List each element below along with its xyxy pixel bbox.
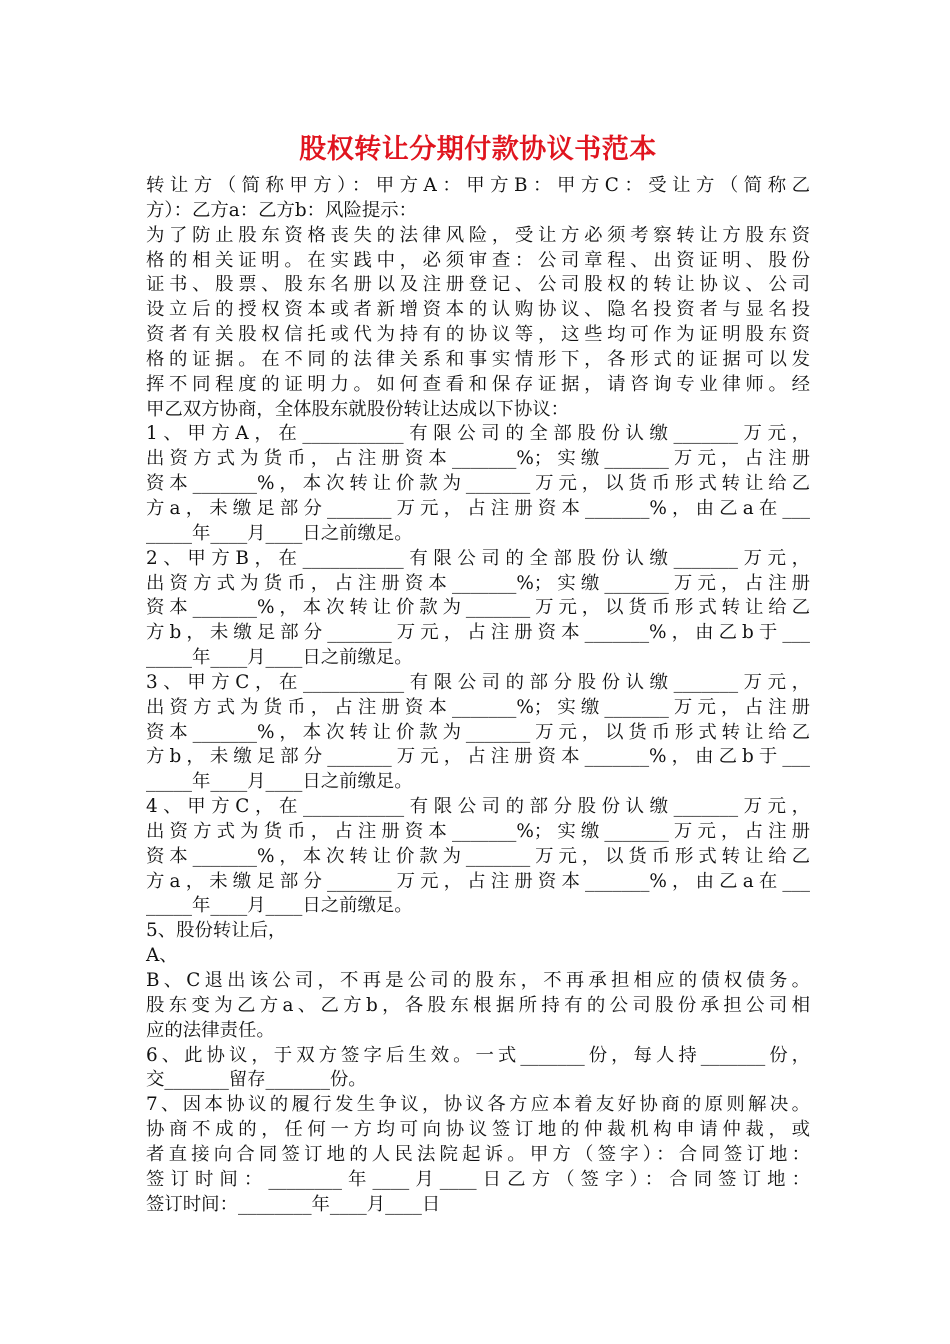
document-line: 4、甲方C，在___________有限公司的部分股份认缴_______万元， — [146, 796, 810, 818]
document-line: 为了防止股东资格丧失的法律风险，受让方必须考察转让方股东资 — [146, 224, 810, 246]
document-line: _____年____月____日之前缴足。 — [146, 895, 413, 917]
document-line: 资本_______%，本次转让价款为_______万元，以货币形式转让给乙 — [146, 473, 810, 495]
document-line: 交_______留存_______份。 — [146, 1069, 367, 1091]
document-line: 股东变为乙方a、乙方b，各股东根据所持有的公司股份承担公司相 — [146, 994, 810, 1016]
document-line: 者直接向合同签订地的人民法院起诉。甲方（签字）：合同签订地： — [146, 1143, 810, 1165]
document-line: 签订时间：________年____月____日乙方（签字）：合同签订地： — [146, 1168, 810, 1190]
document-line: B、C退出该公司，不再是公司的股东，不再承担相应的债权债务。 — [146, 970, 810, 991]
document-line: 方）：乙方a：乙方b：风险提示： — [146, 199, 418, 221]
document-line: _____年____月____日之前缴足。 — [146, 522, 413, 544]
document-line: 出资方式为货币，占注册资本_______%；实缴_______万元，占注册 — [146, 572, 810, 594]
document-line: 资者有关股权信托或代为持有的协议等，这些均可作为证明股东资 — [146, 324, 810, 346]
document-title: 股权转让分期付款协议书范本 — [299, 134, 657, 165]
document-line: 证书、股票、股东名册以及注册登记、公司股权的转让协议、公司 — [146, 274, 810, 296]
document-line: 签订时间：________年____月____日 — [146, 1193, 441, 1215]
document-line: A、 — [146, 945, 178, 967]
document-line: 资本_______%，本次转让价款为_______万元，以货币形式转让给乙 — [146, 721, 810, 743]
document-line: 资本_______%，本次转让价款为_______万元，以货币形式转让给乙 — [146, 597, 810, 619]
document-line: 应的法律责任。 — [146, 1019, 275, 1041]
document-line: 资本_______%，本次转让价款为_______万元，以货币形式转让给乙 — [146, 845, 810, 867]
document-line: 挥不同程度的证明力。如何查看和保存证据，请咨询专业律师。经 — [146, 373, 810, 395]
document-line: 5、股份转让后， — [146, 920, 287, 942]
document-line: 1、甲方A，在___________有限公司的全部股份认缴_______万元， — [146, 423, 810, 445]
document-line: 方a，未缴足部分_______万元，占注册资本_______%，由乙a在___ — [146, 870, 810, 892]
document-line: 方a，未缴足部分_______万元，占注册资本_______%，由乙a在___ — [146, 497, 810, 519]
document-line: 格的证据。在不同的法律关系和事实情形下，各形式的证据可以发 — [146, 348, 810, 370]
document-line: 设立后的授权资本或者新增资本的认购协议、隐名投资者与显名投 — [146, 299, 810, 321]
document-line: 6、此协议，于双方签字后生效。一式_______份，每人持_______份， — [146, 1044, 810, 1066]
document-page — [146, 126, 810, 1217]
document-line: 转让方（简称甲方）：甲方A：甲方B：甲方C：受让方（简称乙 — [146, 175, 810, 196]
document-line: 2、甲方B，在___________有限公司的全部股份认缴_______万元， — [146, 547, 810, 569]
document-line: 方b，未缴足部分_______万元，占注册资本_______%，由乙b于___ — [146, 622, 810, 644]
document-line: 出资方式为货币，占注册资本_______%；实缴_______万元，占注册 — [146, 696, 810, 718]
document-line: 7、因本协议的履行发生争议，协议各方应本着友好协商的原则解决。 — [146, 1094, 810, 1116]
document-line: _____年____月____日之前缴足。 — [146, 647, 413, 669]
document-body — [146, 174, 810, 1217]
document-line: 甲乙双方协商，全体股东就股份转让达成以下协议： — [146, 398, 569, 420]
document-line: 格的相关证明。在实践中，必须审查：公司章程、出资证明、股份 — [146, 249, 810, 271]
document-line: 出资方式为货币，占注册资本_______%；实缴_______万元，占注册 — [146, 448, 810, 470]
document-line: 协商不成的，任何一方均可向协议签订地的仲裁机构申请仲裁，或 — [146, 1119, 810, 1141]
document-line: 出资方式为货币，占注册资本_______%；实缴_______万元，占注册 — [146, 820, 810, 842]
document-line: _____年____月____日之前缴足。 — [146, 771, 413, 793]
document-line: 方b，未缴足部分_______万元，占注册资本_______%，由乙b于___ — [146, 746, 810, 768]
document-line: 3、甲方C，在___________有限公司的部分股份认缴_______万元， — [146, 671, 810, 693]
